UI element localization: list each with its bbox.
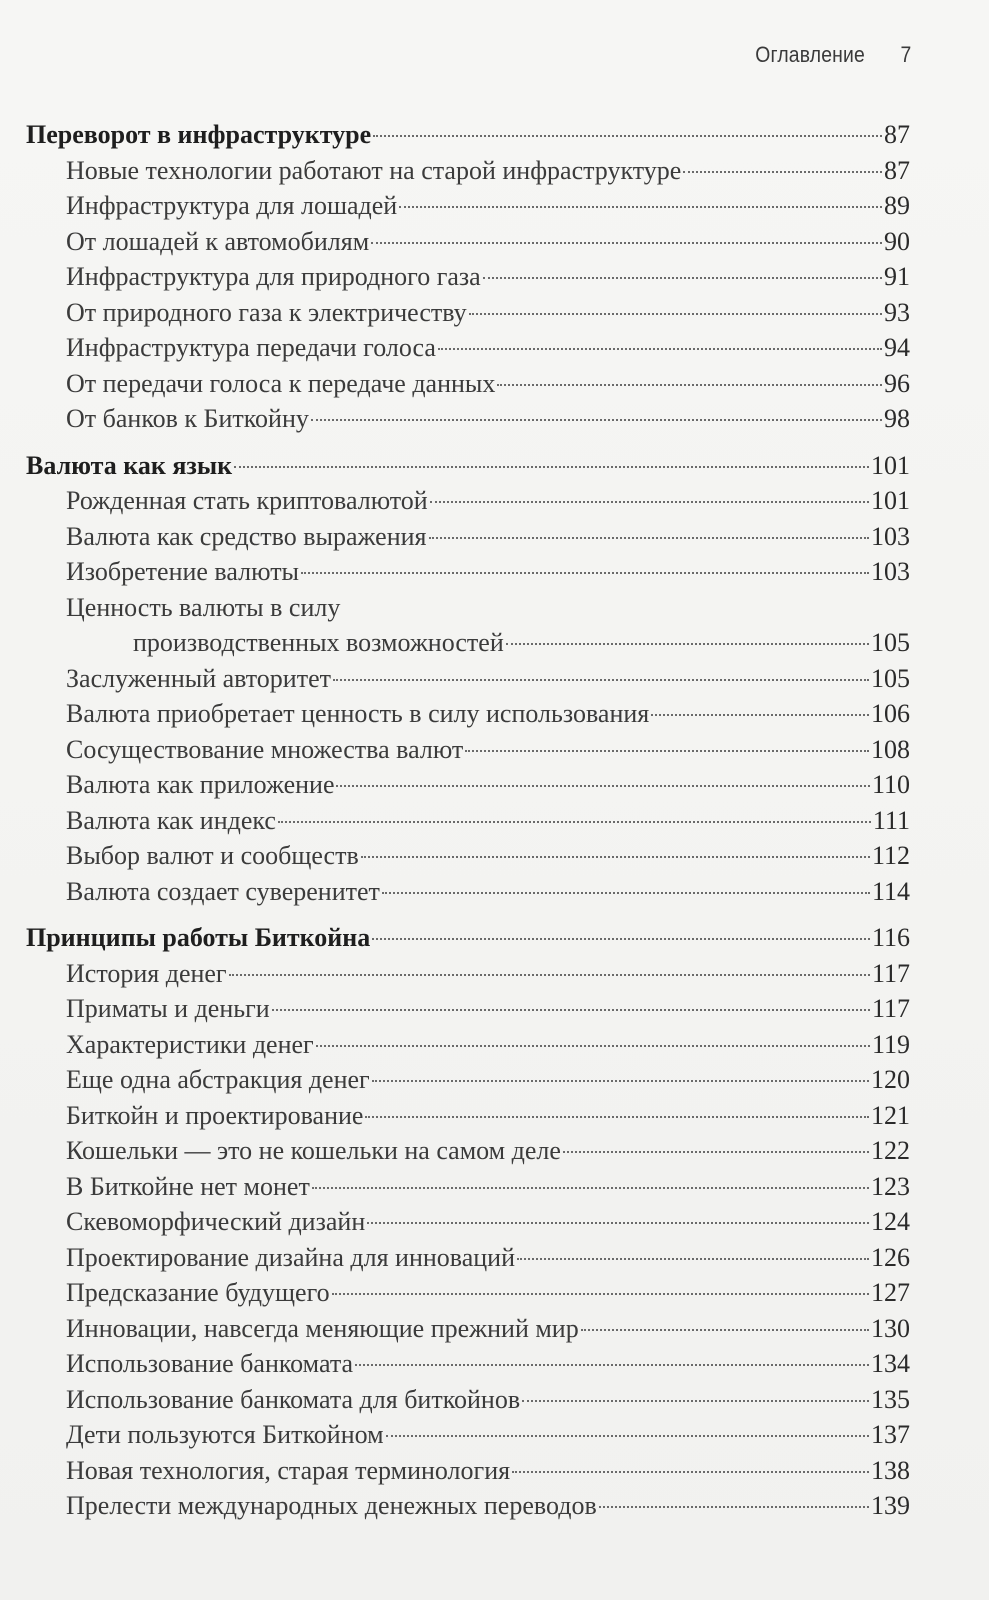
dot-leader xyxy=(332,1293,869,1295)
subentry-title: Изобретение валюты xyxy=(66,557,300,586)
dot-leader xyxy=(483,277,882,279)
page-number-ref: 119 xyxy=(871,1029,910,1059)
dot-leader xyxy=(399,206,882,208)
page-number-ref: 123 xyxy=(871,1171,910,1201)
running-header-title: Оглавление xyxy=(754,42,865,67)
toc-subentry[interactable] xyxy=(26,188,910,224)
page-number-ref: 130 xyxy=(871,1313,910,1343)
toc-subentry-continuation[interactable] xyxy=(26,625,910,661)
toc-section xyxy=(26,448,910,910)
subentry-title: Кошельки — это не кошельки на самом деле xyxy=(66,1136,561,1165)
page-number-ref: 103 xyxy=(871,521,910,551)
subentry-title: От передачи голоса к передаче данных xyxy=(66,368,496,398)
subentry-title: Еще одна абстракция денег xyxy=(66,1065,370,1094)
subentry-title: Использование банкомата xyxy=(66,1349,354,1378)
toc-subentry[interactable] xyxy=(26,696,910,732)
dot-leader xyxy=(497,384,882,386)
subentry-title: История денег xyxy=(66,958,227,988)
dot-leader xyxy=(278,821,871,823)
subentry-title: Новые технологии работают на старой инфраструктуре xyxy=(66,155,682,185)
page-number-ref: 116 xyxy=(871,923,910,952)
page-number-ref: 120 xyxy=(871,1065,910,1094)
subentry-title: От природного газа к электричеству xyxy=(66,297,467,327)
chapter-title: Переворот в инфраструктуре xyxy=(26,120,372,149)
subentry-title: Инфраструктура для лошадей xyxy=(66,191,398,220)
page-number: 7 xyxy=(900,42,911,67)
toc-subentry[interactable] xyxy=(26,661,910,697)
toc-subentry[interactable] xyxy=(26,330,910,366)
page-number-ref: 117 xyxy=(871,994,910,1023)
subentry-title: Рожденная стать криптовалютой xyxy=(66,486,428,515)
toc-subentry[interactable] xyxy=(26,519,910,555)
running-header xyxy=(755,42,911,68)
dot-leader xyxy=(438,348,882,350)
toc-section xyxy=(26,117,910,437)
dot-leader xyxy=(469,313,882,315)
dot-leader xyxy=(229,974,870,976)
toc-subentry[interactable] xyxy=(26,732,910,768)
page-number-ref: 87 xyxy=(884,155,910,185)
dot-leader xyxy=(512,1471,869,1473)
page-number-ref: 105 xyxy=(871,663,910,693)
page-number-ref: 94 xyxy=(884,333,910,362)
subentry-title: Выбор валют и сообществ xyxy=(66,841,359,870)
dot-leader xyxy=(599,1506,869,1508)
table-of-contents xyxy=(26,117,910,1535)
subentry-title-continuation: производственных возможностей xyxy=(133,628,504,657)
page-number-ref: 135 xyxy=(871,1384,910,1414)
page-number-ref: 122 xyxy=(871,1136,910,1165)
page-number-ref: 91 xyxy=(884,262,910,291)
page-number-ref: 117 xyxy=(871,958,910,988)
dot-leader xyxy=(430,501,869,503)
subentry-title: Инновации, навсегда меняющие прежний мир xyxy=(66,1313,579,1343)
subentry-title: Биткойн и проектирование xyxy=(66,1100,364,1130)
subentry-title: Валюта как приложение xyxy=(66,770,335,799)
toc-subentry[interactable] xyxy=(26,1275,910,1311)
chapter-title: Валюта как язык xyxy=(26,450,233,480)
page-number-ref: 96 xyxy=(884,368,910,398)
toc-subentry[interactable] xyxy=(26,767,910,803)
toc-subentry[interactable] xyxy=(26,401,910,437)
chapter-title: Принципы работы Биткойна xyxy=(26,923,371,952)
toc-subentry[interactable] xyxy=(26,1453,910,1489)
toc-section xyxy=(26,920,910,1524)
page-number-ref: 90 xyxy=(884,226,910,256)
subentry-title: Сосуществование множества валют xyxy=(66,734,464,764)
subentry-title: Новая технология, старая терминология xyxy=(66,1455,511,1485)
subentry-title: Дети пользуются Биткойном xyxy=(66,1420,384,1449)
dot-leader xyxy=(382,892,870,894)
dot-leader xyxy=(333,679,869,681)
subentry-title: Проектирование дизайна для инноваций xyxy=(66,1242,515,1272)
toc-subentry[interactable] xyxy=(26,956,910,992)
toc-subentry[interactable] xyxy=(26,153,910,189)
subentry-title: Заслуженный авторитет xyxy=(66,663,331,693)
dot-leader xyxy=(465,750,869,752)
toc-subentry[interactable] xyxy=(26,803,910,839)
dot-leader xyxy=(506,643,869,645)
toc-subentry[interactable] xyxy=(26,1346,910,1382)
subentry-title: От лошадей к автомобилям xyxy=(66,226,370,256)
dot-leader xyxy=(316,1045,870,1047)
toc-subentry[interactable] xyxy=(26,838,910,874)
page-number-ref: 98 xyxy=(884,404,910,433)
subentry-title: Скевоморфический дизайн xyxy=(66,1207,366,1236)
dot-leader xyxy=(373,135,882,137)
toc-subentry[interactable] xyxy=(26,1382,910,1418)
toc-subentry[interactable] xyxy=(26,1169,910,1205)
toc-chapter-entry[interactable] xyxy=(26,117,910,153)
dot-leader xyxy=(683,171,882,173)
page-number-ref: 126 xyxy=(871,1242,910,1272)
toc-subentry[interactable] xyxy=(26,1417,910,1453)
subentry-title: Предсказание будущего xyxy=(66,1278,330,1307)
dot-leader xyxy=(367,1222,869,1224)
dot-leader xyxy=(517,1258,869,1260)
toc-subentry[interactable] xyxy=(26,1062,910,1098)
dot-leader xyxy=(312,1187,869,1189)
page-number-ref: 110 xyxy=(871,770,910,799)
toc-subentry[interactable] xyxy=(26,874,910,910)
subentry-title: Характеристики денег xyxy=(66,1029,314,1059)
toc-subentry[interactable] xyxy=(26,554,910,590)
toc-subentry-first-line[interactable] xyxy=(26,590,910,626)
subentry-title: Инфраструктура передачи голоса xyxy=(66,333,436,362)
page-number-ref: 101 xyxy=(871,450,910,480)
dot-leader xyxy=(651,714,869,716)
toc-chapter-entry[interactable] xyxy=(26,920,910,956)
dot-leader xyxy=(336,785,869,787)
dot-leader xyxy=(311,419,882,421)
dot-leader xyxy=(365,1116,869,1118)
subentry-title: Валюта приобретает ценность в силу использования xyxy=(66,699,650,728)
page-number-ref: 89 xyxy=(884,191,910,220)
dot-leader xyxy=(361,856,870,858)
page-number-ref: 134 xyxy=(871,1349,910,1378)
page-number-ref: 87 xyxy=(884,120,910,149)
subentry-title: Валюта создает суверенитет xyxy=(66,876,380,906)
subentry-title: Инфраструктура для природного газа xyxy=(66,262,481,291)
page-number-ref: 139 xyxy=(871,1491,910,1520)
dot-leader xyxy=(272,1009,870,1011)
subentry-title: В Биткойне нет монет xyxy=(66,1171,310,1201)
subentry-title: Приматы и деньги xyxy=(66,994,270,1023)
page-number-ref: 114 xyxy=(871,876,910,906)
dot-leader xyxy=(301,572,869,574)
toc-subentry[interactable] xyxy=(26,224,910,260)
page-number-ref: 108 xyxy=(871,734,910,764)
toc-subentry[interactable] xyxy=(26,1240,910,1276)
page-number-ref: 106 xyxy=(871,699,910,728)
dot-leader xyxy=(522,1400,869,1402)
dot-leader xyxy=(372,1080,869,1082)
page-number-ref: 137 xyxy=(871,1420,910,1449)
subentry-title: Валюта как средство выражения xyxy=(66,521,427,551)
dot-leader xyxy=(371,242,882,244)
toc-subentry[interactable] xyxy=(26,483,910,519)
toc-subentry[interactable] xyxy=(26,1098,910,1134)
dot-leader xyxy=(234,466,869,468)
toc-subentry[interactable] xyxy=(26,1027,910,1063)
toc-subentry[interactable] xyxy=(26,1204,910,1240)
page-number-ref: 101 xyxy=(871,486,910,515)
dot-leader xyxy=(563,1151,869,1153)
toc-subentry[interactable] xyxy=(26,366,910,402)
page-number-ref: 121 xyxy=(871,1100,910,1130)
subentry-title: Ценность валюты в силу xyxy=(66,592,341,622)
page-number-ref: 103 xyxy=(871,557,910,586)
toc-subentry[interactable] xyxy=(26,991,910,1027)
toc-subentry[interactable] xyxy=(26,1133,910,1169)
dot-leader xyxy=(429,537,870,539)
toc-subentry[interactable] xyxy=(26,1488,910,1524)
dot-leader xyxy=(581,1329,869,1331)
subentry-title: Прелести международных денежных переводов xyxy=(66,1491,597,1520)
dot-leader xyxy=(355,1364,869,1366)
page-number-ref: 111 xyxy=(872,805,910,835)
toc-subentry[interactable] xyxy=(26,259,910,295)
subentry-title: Использование банкомата для биткойнов xyxy=(66,1384,521,1414)
page-number-ref: 124 xyxy=(871,1207,910,1236)
subentry-title: Валюта как индекс xyxy=(66,805,276,835)
toc-subentry[interactable] xyxy=(26,1311,910,1347)
toc-subentry[interactable] xyxy=(26,295,910,331)
page-number-ref: 93 xyxy=(884,297,910,327)
dot-leader xyxy=(372,938,870,940)
page-number-ref: 138 xyxy=(871,1455,910,1485)
subentry-title: От банков к Биткойну xyxy=(66,404,309,433)
page-number-ref: 127 xyxy=(871,1278,910,1307)
page-number-ref: 112 xyxy=(871,841,910,870)
dot-leader xyxy=(386,1435,869,1437)
toc-chapter-entry[interactable] xyxy=(26,448,910,484)
page-number-ref: 105 xyxy=(871,628,910,657)
